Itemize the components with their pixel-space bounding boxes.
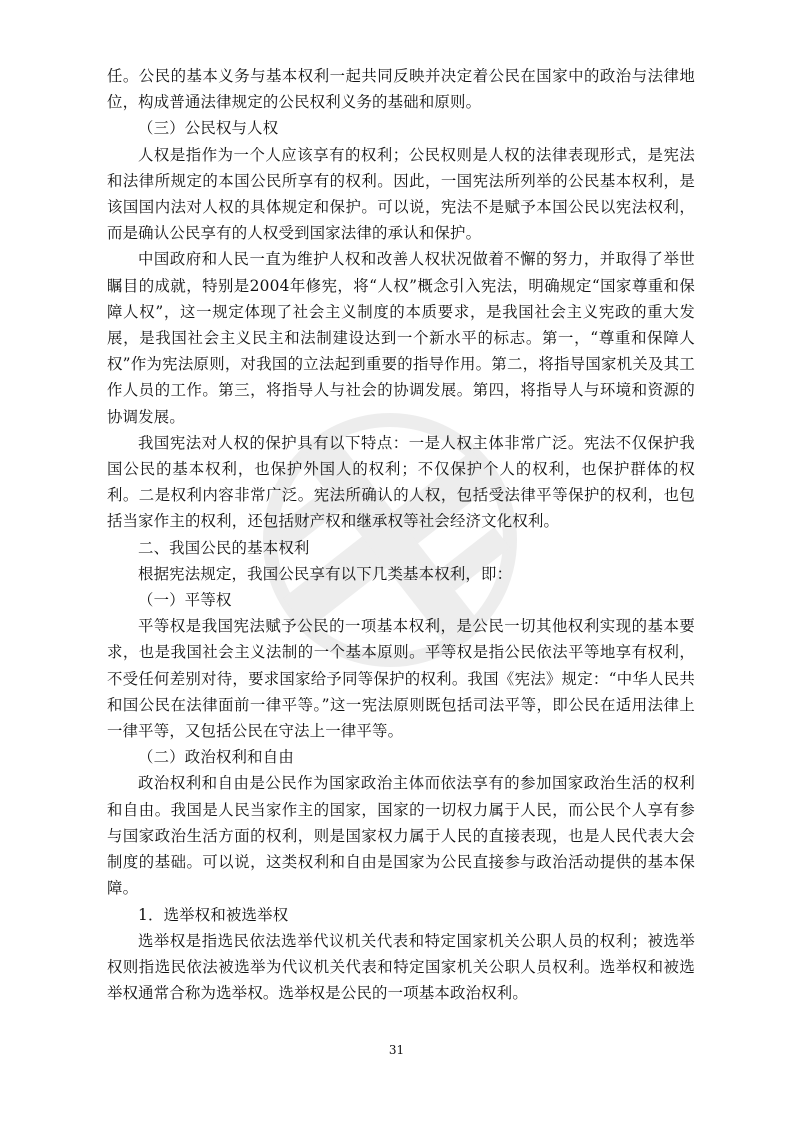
document-body xyxy=(107,63,695,1006)
paragraph: 政治权利和自由是公民作为国家政治主体而依法享有的参加国家政治生活的权利和自由。我国是人民当家作主的国家，国家的一切权力属于人民，而公民个人享有参与国家政治生活方面的权利，则是国家权力属于人民的直接表现，也是人民代表大会制度的基础。可以说，这类权利和自由是国家为公民直接参与政治活动提供的基本保障。 xyxy=(107,774,695,898)
paragraph: 选举权是指选民依法选举代议机关代表和特定国家机关公职人员的权利；被选举权则指选民依法被选举为代议机关代表和特定国家机关公职人员权利。选举权和被选举权通常合称为选举权。选举权是公民的一项基本政治权利。 xyxy=(107,931,695,1003)
section-heading: （一）平等权 xyxy=(138,591,232,610)
paragraph: 平等权是我国宪法赋予公民的一项基本权利，是公民一切其他权利实现的基本要求，也是我国社会主义法制的一个基本原则。平等权是指公民依法平等地享有权利，不受任何差别对待，要求国家给予同等保护的权利。我国《宪法》规定：“中华人民共和国公民在法律面前一律平等。”这一宪法原则既包括司法平等，即公民在适用法律上一律平等，又包括公民在守法上一律平等。 xyxy=(107,617,695,741)
paragraph: 根据宪法规定，我国公民享有以下几类基本权利，即： xyxy=(138,564,513,583)
paragraph: 人权是指作为一个人应该享有的权利；公民权则是人权的法律表现形式，是宪法和法律所规定的本国公民所享有的权利。因此，一国宪法所列举的公民基本权利，是该国国内法对人权的具体规定和保护。可以说，宪法不是赋予本国公民以宪法权利，而是确认公民享有的人权受到国家法律的承认和保护。 xyxy=(107,145,695,243)
section-heading: 二、我国公民的基本权利 xyxy=(138,538,310,557)
section-heading: （二）政治权利和自由 xyxy=(138,748,294,767)
paragraph: 我国宪法对人权的保护具有以下特点：一是人权主体非常广泛。宪法不仅保护我国公民的基本权利，也保护外国人的权利；不仅保护个人的权利，也保护群体的权利。二是权利内容非常广泛。宪法所确认的人权，包括受法律平等保护的权利，也包括当家作主的权利，还包括财产权和继承权等社会经济文化权利。 xyxy=(107,433,695,531)
section-heading: 1．选举权和被选举权 xyxy=(138,905,289,924)
paragraph: 任。公民的基本义务与基本权利一起共同反映并决定着公民在国家中的政治与法律地位，构成普通法律规定的公民权利义务的基础和原则。 xyxy=(107,67,695,112)
paragraph: 中国政府和人民一直为维护人权和改善人权状况做着不懈的努力，并取得了举世瞩目的成就，特别是2004年修宪，将“人权”概念引入宪法，明确规定“国家尊重和保障人权”，这一规定体现了社会主义制度的本质要求，是我国社会主义宪政的重大发展，是我国社会主义民主和法制建设达到一个新水平的标志。第一，“尊重和保障人权”作为宪法原则，对我国的立法起到重要的指导作用。第二，将指导国家机关及其工作人员的工作。第三，将指导人与社会的协调发展。第四，将指导人与环境和资源的协调发展。 xyxy=(107,250,695,426)
section-heading: （三）公民权与人权 xyxy=(138,119,279,138)
page-number: 31 xyxy=(388,1043,405,1057)
